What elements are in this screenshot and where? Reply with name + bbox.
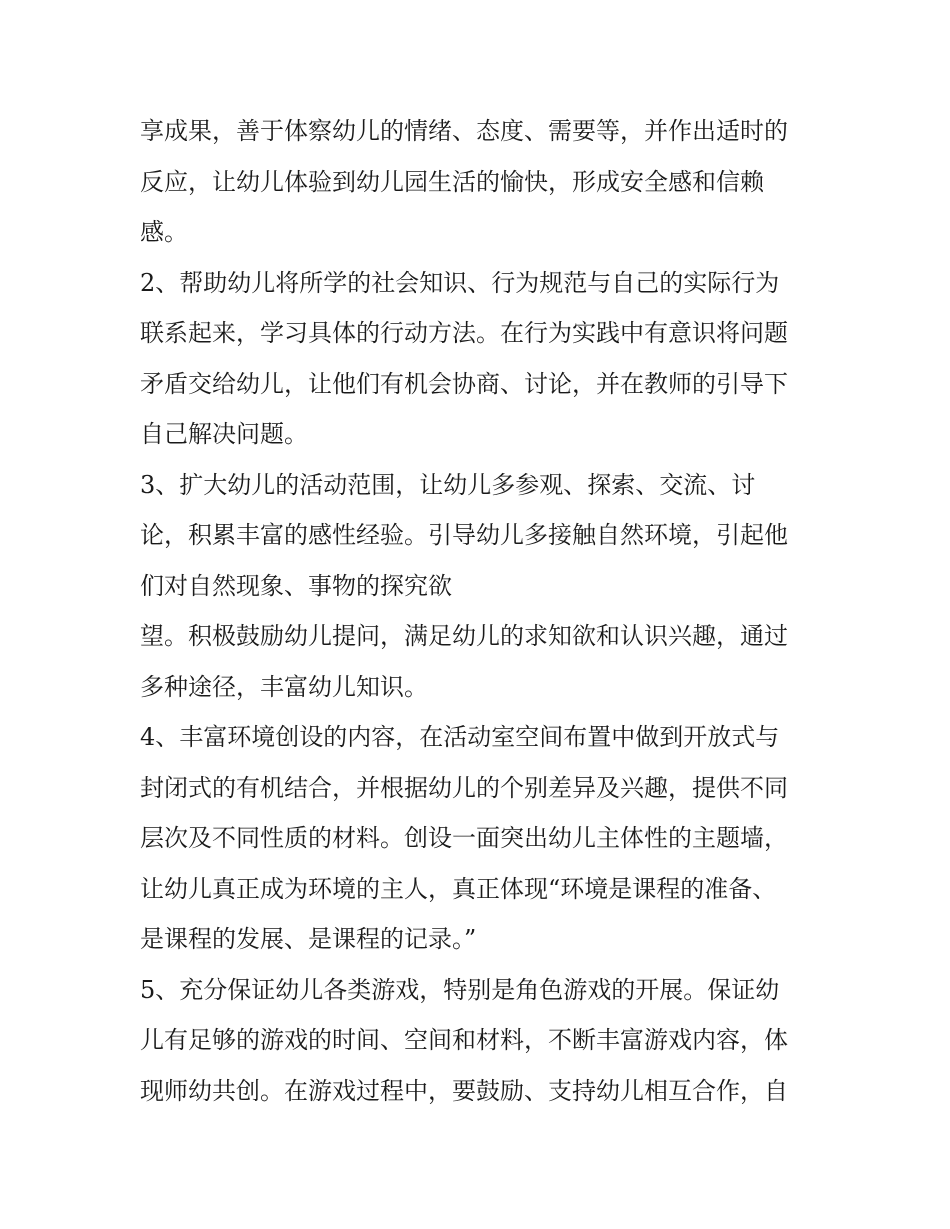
text-line: 5、充分保证幼儿各类游戏，特别是角色游戏的开展。保证幼 xyxy=(140,975,780,1004)
text-line: 让幼儿真正成为环境的主人，真正体现“环境是课程的准备、 xyxy=(140,874,777,903)
text-line: 2、帮助幼儿将所学的社会知识、行为规范与自己的实际行为 xyxy=(140,268,780,297)
text-line: 4、丰富环境创设的内容，在活动室空间布置中做到开放式与 xyxy=(140,723,780,751)
text-line: 多种途径，丰富幼儿知识。 xyxy=(140,672,428,701)
document-body-text xyxy=(140,106,820,1116)
text-line: 论，积累丰富的感性经验。引导幼儿多接触自然环境，引起他 xyxy=(140,521,788,549)
text-line: 是课程的发展、是课程的记录。” xyxy=(140,925,477,953)
text-line: 感。 xyxy=(140,218,188,246)
text-line: 矛盾交给幼儿，让他们有机会协商、讨论，并在教师的引导下 xyxy=(140,369,788,398)
text-line: 现师幼共创。在游戏过程中，要鼓励、支持幼儿相互合作，自 xyxy=(140,1076,788,1105)
text-line: 们对自然现象、事物的探究欲 xyxy=(140,571,452,600)
text-line: 3、扩大幼儿的活动范围，让幼儿多参观、探索、交流、讨 xyxy=(140,470,756,499)
text-line: 封闭式的有机结合，并根据幼儿的个别差异及兴趣，提供不同 xyxy=(140,773,788,802)
text-line: 望。积极鼓励幼儿提问，满足幼儿的求知欲和认识兴趣，通过 xyxy=(140,622,788,650)
text-line: 反应，让幼儿体验到幼儿园生活的愉快，形成安全感和信赖 xyxy=(140,167,764,196)
text-line: 享成果，善于体察幼儿的情绪、态度、需要等，并作出适时的 xyxy=(140,117,788,145)
text-line: 联系起来，学习具体的行动方法。在行为实践中有意识将问题 xyxy=(140,319,788,347)
text-line: 层次及不同性质的材料。创设一面突出幼儿主体性的主题墙， xyxy=(140,824,788,852)
text-line: 儿有足够的游戏的时间、空间和材料，不断丰富游戏内容，体 xyxy=(140,1026,788,1054)
text-line: 自己解决问题。 xyxy=(140,420,308,448)
